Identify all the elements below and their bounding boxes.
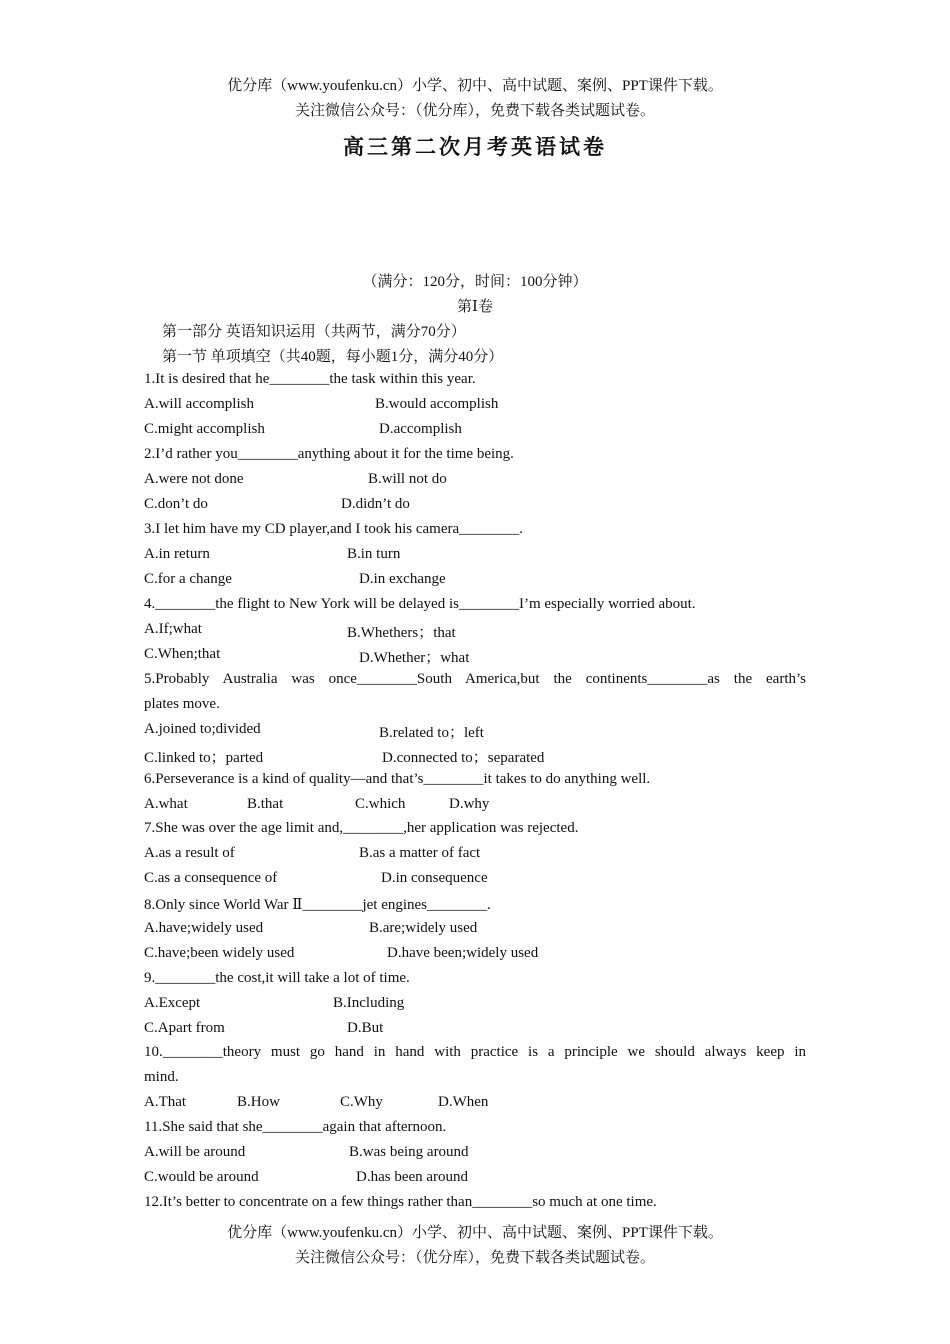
part-heading: 第一部分 英语知识运用（共两节，满分70分） (162, 324, 466, 340)
question-3-option-c: C.for a change (144, 571, 232, 587)
question-12-stem: 12.It’s better to concentrate on a few things rather than________so much at one time. (144, 1194, 657, 1210)
question-9-option-d: D.But (347, 1020, 384, 1036)
question-2-option-c: C.don’t do (144, 496, 208, 512)
question-5-option-d: D.connected to；separated (382, 750, 545, 766)
question-7-stem: 7.She was over the age limit and,________,her application was rejected. (144, 820, 579, 836)
question-10-stem-continued: mind. (144, 1069, 179, 1085)
question-2-option-a: A.were not done (144, 471, 244, 487)
question-5-option-b: B.related to；left (379, 725, 484, 741)
question-9-stem: 9.________the cost,it will take a lot of time. (144, 970, 410, 986)
question-6-option-d: D.why (449, 796, 490, 812)
question-8-stem: 8.Only since World War Ⅱ________jet engines________. (144, 897, 491, 913)
question-11-option-b: B.was being around (349, 1144, 469, 1160)
question-8-option-d: D.have been;widely used (387, 945, 539, 961)
question-7-option-b: B.as a matter of fact (359, 845, 481, 861)
question-10-option-b: B.How (237, 1094, 280, 1110)
volume-label: 第Ⅰ卷 (457, 299, 493, 315)
question-3-option-a: A.in return (144, 546, 210, 562)
question-6-option-b: B.that (247, 796, 284, 812)
question-11-option-a: A.will be around (144, 1144, 246, 1160)
question-7-option-a: A.as a result of (144, 845, 235, 861)
question-1-option-b: B.would accomplish (375, 396, 499, 412)
question-11-stem: 11.She said that she________again that afternoon. (144, 1119, 447, 1135)
question-1-stem: 1.It is desired that he________the task within this year. (144, 371, 476, 387)
footer-line-2: 关注微信公众号：（优分库），免费下载各类试题试卷。 (294, 1250, 655, 1266)
question-4-stem: 4.________the flight to New York will be delayed is________I’m especially worried about. (144, 596, 696, 612)
question-4-option-a: A.If;what (144, 621, 202, 637)
question-3-option-b: B.in turn (347, 546, 401, 562)
question-10-stem: 10.________theory must go hand in hand with practice is a principle we should always keep in (144, 1044, 806, 1060)
question-1-option-a: A.will accomplish (144, 396, 254, 412)
question-11-option-d: D.has been around (356, 1169, 469, 1185)
question-5-stem-continued: plates move. (144, 696, 220, 712)
section-heading: 第一节 单项填空（共40题，每小题1分，满分40分） (162, 349, 504, 365)
question-9-option-b: B.Including (333, 995, 405, 1011)
question-10-option-c: C.Why (340, 1094, 383, 1110)
question-5-option-a: A.joined to;divided (144, 721, 261, 737)
question-5-option-c: C.linked to；parted (144, 750, 264, 766)
question-5-stem: 5.Probably Australia was once________South America,but the continents________as the earth’s (144, 671, 806, 687)
question-9-option-c: C.Apart from (144, 1020, 225, 1036)
question-3-option-d: D.in exchange (359, 571, 446, 587)
question-7-option-d: D.in consequence (381, 870, 488, 886)
question-2-option-b: B.will not do (368, 471, 447, 487)
question-1-option-d: D.accomplish (379, 421, 462, 437)
question-4-option-b: B.Whethers；that (347, 625, 456, 641)
question-7-option-c: C.as a consequence of (144, 870, 278, 886)
score-time: （满分：120分，时间：100分钟） (362, 274, 588, 290)
question-8-option-a: A.have;widely used (144, 920, 264, 936)
page-title: 高三第二次月考英语试卷 (343, 135, 607, 159)
question-6-option-a: A.what (144, 796, 188, 812)
question-11-option-c: C.would be around (144, 1169, 259, 1185)
question-4-option-c: C.When;that (144, 646, 221, 662)
question-6-stem: 6.Perseverance is a kind of quality—and that’s________it takes to do anything well. (144, 771, 651, 787)
header-line-2: 关注微信公众号：（优分库），免费下载各类试题试卷。 (294, 103, 655, 119)
question-10-option-d: D.When (438, 1094, 489, 1110)
footer-line-1: 优分库（www.youfenku.cn）小学、初中、高中试题、案例、PPT课件下载。 (227, 1225, 723, 1241)
question-9-option-a: A.Except (144, 995, 201, 1011)
header-line-1: 优分库（www.youfenku.cn）小学、初中、高中试题、案例、PPT课件下载。 (227, 78, 723, 94)
question-8-option-b: B.are;widely used (369, 920, 478, 936)
question-8-option-c: C.have;been widely used (144, 945, 295, 961)
question-3-stem: 3.I let him have my CD player,and I took his camera________. (144, 521, 523, 537)
question-6-option-c: C.which (355, 796, 406, 812)
question-1-option-c: C.might accomplish (144, 421, 265, 437)
question-4-option-d: D.Whether；what (359, 650, 470, 666)
question-2-stem: 2.I’d rather you________anything about it for the time being. (144, 446, 514, 462)
question-2-option-d: D.didn’t do (341, 496, 410, 512)
question-10-option-a: A.That (144, 1094, 187, 1110)
